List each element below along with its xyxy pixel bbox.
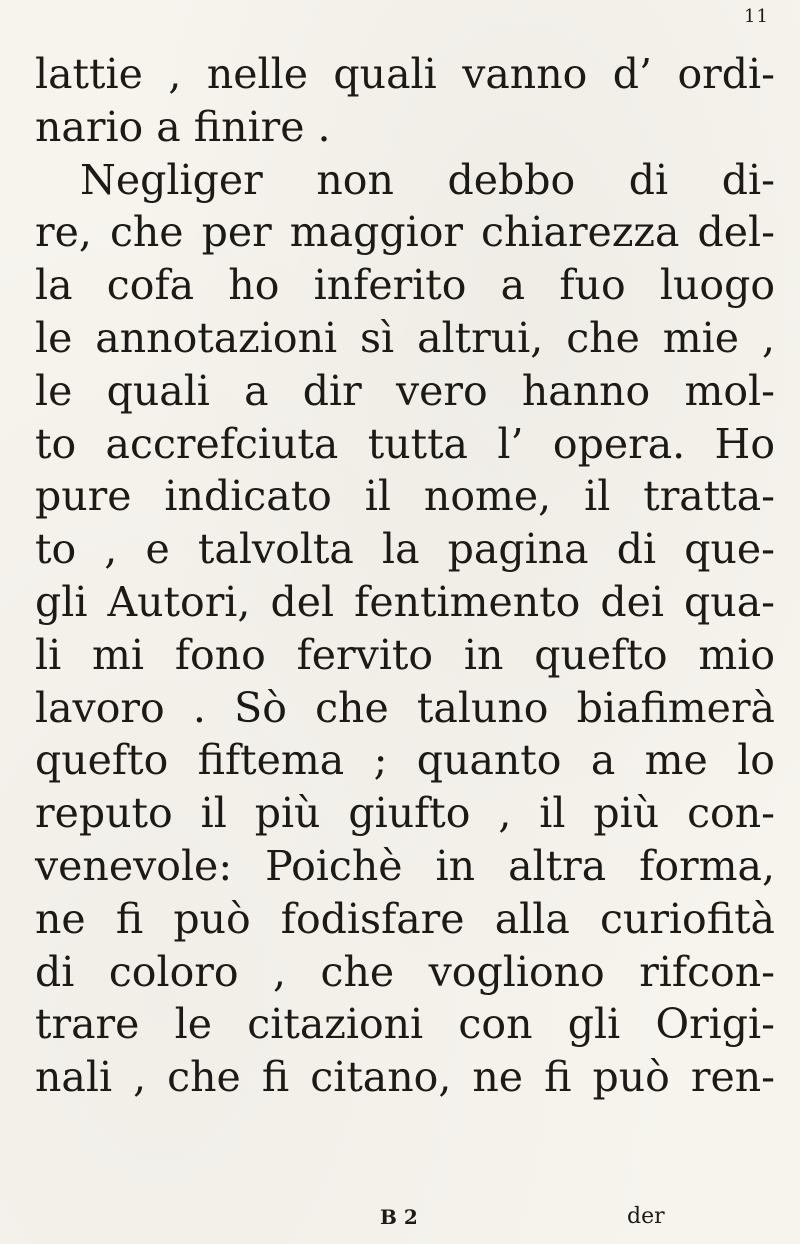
text-line: Negliger non debbo di di- (80, 155, 775, 204)
text-line: quefto fiftema ; quanto a me lo (35, 736, 775, 785)
text-line: trare le citazioni con gli Origi- (35, 1000, 775, 1049)
page-number: 11 (744, 6, 769, 27)
page-footer (0, 1206, 800, 1236)
text-line: venevole: Poichè in altra forma, (35, 841, 775, 890)
text-line: gli Autori, del fentimento dei qua- (35, 577, 775, 626)
signature-mark: B 2 (380, 1205, 418, 1229)
text-line: le annotazioni sì altrui, che mie , (35, 313, 775, 362)
text-line: nario a finire . (35, 102, 331, 151)
catchword: der (627, 1204, 665, 1229)
text-line: ne fi può fodisfare alla curiofità (35, 894, 775, 943)
text-line: pure indicato il nome, il tratta- (35, 472, 775, 521)
text-line: re, che per maggior chiarezza del- (35, 208, 775, 257)
body-text (35, 48, 775, 1104)
text-line: le quali a dir vero hanno mol- (35, 366, 775, 415)
text-line: li mi fono fervito in quefto mio (35, 630, 775, 679)
text-line: lattie , nelle quali vanno d’ ordi- (35, 50, 775, 98)
text-line: nali , che fi citano, ne fi può ren- (35, 1053, 775, 1102)
text-line: di coloro , che vogliono rifcon- (35, 947, 775, 996)
text-line: to , e talvolta la pagina di que- (35, 525, 775, 574)
text-line: reputo il più giufto , il più con- (35, 789, 775, 838)
text-line: la cofa ho inferito a fuo luogo (35, 261, 775, 310)
text-line: to accrefciuta tutta l’ opera. Ho (35, 419, 775, 468)
text-line: lavoro . Sò che taluno biafimerà (35, 683, 775, 732)
